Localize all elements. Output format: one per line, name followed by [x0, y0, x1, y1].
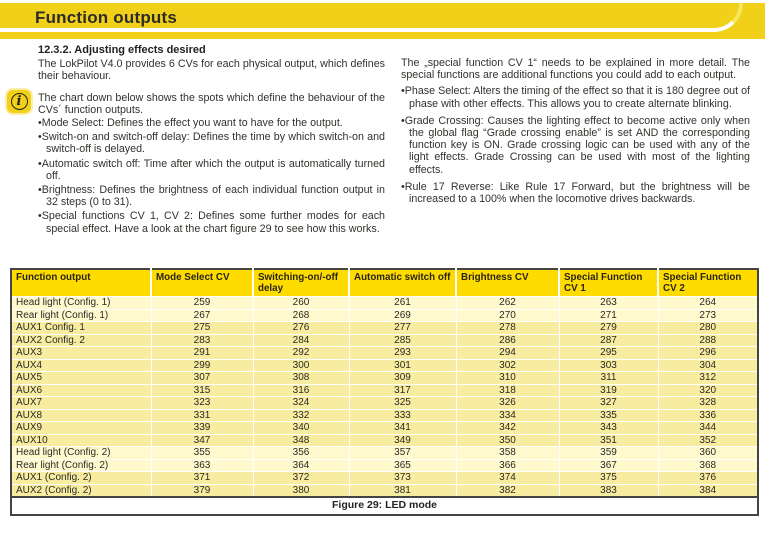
cv-value: 352 [658, 434, 758, 447]
column-header: Special Function CV 1 [559, 269, 658, 297]
cv-value: 261 [349, 297, 456, 310]
cv-table [10, 268, 759, 516]
function-output-label: Rear light (Config. 1) [11, 309, 151, 322]
cv-value: 271 [559, 309, 658, 322]
cv-value: 383 [559, 484, 658, 497]
header-row [11, 269, 758, 297]
cv-value: 328 [658, 397, 758, 410]
cv-value: 276 [253, 322, 349, 335]
cv-value: 284 [253, 334, 349, 347]
cv-value: 300 [253, 359, 349, 372]
cv-table-footer [11, 497, 758, 515]
cv-value: 384 [658, 484, 758, 497]
table-caption: Figure 29: LED mode [11, 497, 758, 515]
cv-value: 326 [456, 397, 559, 410]
cv-table-body [11, 297, 758, 498]
cv-value: 319 [559, 384, 658, 397]
paragraph-intro: The LokPilot V4.0 provides 6 CVs for each physical output, which defines their behaviour. [38, 58, 385, 83]
cv-value: 351 [559, 434, 658, 447]
table-row [11, 384, 758, 397]
cv-table-header [11, 269, 758, 297]
table-row [11, 422, 758, 435]
column-header: Special Function CV 2 [658, 269, 758, 297]
cv-value: 341 [349, 422, 456, 435]
function-output-label: AUX7 [11, 397, 151, 410]
cv-value: 334 [456, 409, 559, 422]
table-row [11, 434, 758, 447]
cv-value: 317 [349, 384, 456, 397]
cv-value: 376 [658, 472, 758, 485]
column-header: Function output [11, 269, 151, 297]
cv-value: 324 [253, 397, 349, 410]
cv-value: 287 [559, 334, 658, 347]
cv-value: 311 [559, 372, 658, 385]
cv-value: 381 [349, 484, 456, 497]
cv-value: 340 [253, 422, 349, 435]
function-output-label: AUX2 (Config. 2) [11, 484, 151, 497]
cv-value: 375 [559, 472, 658, 485]
function-output-label: AUX2 Config. 2 [11, 334, 151, 347]
cv-value: 344 [658, 422, 758, 435]
cv-value: 347 [151, 434, 253, 447]
cv-value: 267 [151, 309, 253, 322]
left-column [38, 44, 385, 237]
cv-value: 294 [456, 347, 559, 360]
function-output-label: AUX8 [11, 409, 151, 422]
info-icon-glyph: i [11, 93, 28, 110]
cv-value: 286 [456, 334, 559, 347]
page-title: Function outputs [35, 8, 177, 27]
function-output-label: AUX5 [11, 372, 151, 385]
table-row [11, 459, 758, 472]
function-output-label: AUX1 (Config. 2) [11, 472, 151, 485]
cv-value: 315 [151, 384, 253, 397]
bullet-item: • Mode Select: Defines the effect you want to have for the output. [38, 117, 385, 129]
column-header: Automatic switch off [349, 269, 456, 297]
cv-value: 301 [349, 359, 456, 372]
table-row [11, 359, 758, 372]
cv-value: 348 [253, 434, 349, 447]
cv-value: 355 [151, 447, 253, 460]
table-row [11, 309, 758, 322]
cv-value: 379 [151, 484, 253, 497]
cv-value: 380 [253, 484, 349, 497]
cv-value: 273 [658, 309, 758, 322]
cv-value: 278 [456, 322, 559, 335]
cv-value: 307 [151, 372, 253, 385]
cv-value: 366 [456, 459, 559, 472]
bullet-list-left [38, 117, 385, 235]
cv-value: 333 [349, 409, 456, 422]
column-header: Mode Select CV [151, 269, 253, 297]
table-row [11, 484, 758, 497]
column-header: Switching-on/-off delay [253, 269, 349, 297]
cv-value: 264 [658, 297, 758, 310]
bullet-item: • Phase Select: Alters the timing of the effect so that it is 180 degree out of phase with other effects. This allows you to create alternate blinking. [401, 85, 750, 109]
cv-value: 318 [456, 384, 559, 397]
cv-value: 373 [349, 472, 456, 485]
cv-value: 371 [151, 472, 253, 485]
cv-value: 363 [151, 459, 253, 472]
bullet-item: • Special functions CV 1, CV 2: Defines some further modes for each special effect. Have a look at the chart figure 29 to see how this works. [38, 210, 385, 234]
section-heading: 12.3.2. Adjusting effects desired [38, 44, 206, 56]
cv-value: 331 [151, 409, 253, 422]
cv-value: 359 [559, 447, 658, 460]
paragraph-special-function: The „special function CV 1“ needs to be explained in more detail. The special functions are additional functions you could add to each output. [401, 57, 750, 82]
cv-value: 365 [349, 459, 456, 472]
table-row [11, 297, 758, 310]
cv-value: 382 [456, 484, 559, 497]
cv-value: 279 [559, 322, 658, 335]
cv-value: 335 [559, 409, 658, 422]
cv-value: 288 [658, 334, 758, 347]
function-output-label: AUX10 [11, 434, 151, 447]
cv-value: 269 [349, 309, 456, 322]
cv-value: 342 [456, 422, 559, 435]
bullet-item: • Grade Crossing: Causes the lighting effect to become active only when the global flag “Grade crossing enable” is set AND the corresponding function key is ON. Grade crossing logic can be used with any of the light effects. Grade Crossing can be used with most of the lighting effects. [401, 115, 750, 176]
page-header-banner [0, 3, 765, 39]
column-header: Brightness CV [456, 269, 559, 297]
cv-value: 302 [456, 359, 559, 372]
bullet-item: • Automatic switch off: Time after which the output is automatically turned off. [38, 158, 385, 182]
cv-value: 316 [253, 384, 349, 397]
cv-value: 291 [151, 347, 253, 360]
table-row [11, 409, 758, 422]
cv-value: 332 [253, 409, 349, 422]
table-row [11, 334, 758, 347]
cv-value: 367 [559, 459, 658, 472]
cv-value: 374 [456, 472, 559, 485]
cv-value: 260 [253, 297, 349, 310]
function-output-label: AUX1 Config. 1 [11, 322, 151, 335]
cv-value: 268 [253, 309, 349, 322]
bullet-list-right [401, 85, 750, 205]
cv-value: 299 [151, 359, 253, 372]
cv-value: 368 [658, 459, 758, 472]
cv-value: 277 [349, 322, 456, 335]
function-output-label: AUX6 [11, 384, 151, 397]
cv-value: 360 [658, 447, 758, 460]
cv-value: 343 [559, 422, 658, 435]
cv-value: 357 [349, 447, 456, 460]
cv-value: 323 [151, 397, 253, 410]
table-row [11, 447, 758, 460]
cv-value: 293 [349, 347, 456, 360]
cv-value: 262 [456, 297, 559, 310]
table-row [11, 372, 758, 385]
info-icon [5, 88, 33, 115]
function-output-label: AUX4 [11, 359, 151, 372]
cv-value: 364 [253, 459, 349, 472]
cv-value: 270 [456, 309, 559, 322]
function-output-label: Head light (Config. 1) [11, 297, 151, 310]
cv-value: 310 [456, 372, 559, 385]
table-row [11, 322, 758, 335]
cv-value: 285 [349, 334, 456, 347]
cv-value: 296 [658, 347, 758, 360]
cv-value: 356 [253, 447, 349, 460]
cv-value: 309 [349, 372, 456, 385]
cv-value: 320 [658, 384, 758, 397]
cv-value: 325 [349, 397, 456, 410]
cv-value: 292 [253, 347, 349, 360]
table-row [11, 397, 758, 410]
cv-value: 275 [151, 322, 253, 335]
paragraph-info-note: The chart down below shows the spots which define the behaviour of the CVs´ function outputs. [38, 91, 385, 116]
cv-value: 263 [559, 297, 658, 310]
right-column [401, 57, 750, 210]
cv-value: 358 [456, 447, 559, 460]
function-output-label: Head light (Config. 2) [11, 447, 151, 460]
bullet-item: • Switch-on and switch-off delay: Defines the time by which switch-on and switch-off is delayed. [38, 131, 385, 155]
cv-value: 295 [559, 347, 658, 360]
cv-value: 308 [253, 372, 349, 385]
bullet-item: • Brightness: Defines the brightness of each individual function output in 32 steps (0 to 31). [38, 184, 385, 208]
cv-value: 303 [559, 359, 658, 372]
cv-value: 327 [559, 397, 658, 410]
cv-value: 336 [658, 409, 758, 422]
table-row [11, 472, 758, 485]
bullet-item: • Rule 17 Reverse: Like Rule 17 Forward, but the brightness will be increased to a 100% when the locomotive drives backwards. [401, 181, 750, 205]
cv-value: 280 [658, 322, 758, 335]
cv-value: 372 [253, 472, 349, 485]
cv-value: 350 [456, 434, 559, 447]
function-output-label: Rear light (Config. 2) [11, 459, 151, 472]
function-output-label: AUX3 [11, 347, 151, 360]
cv-value: 283 [151, 334, 253, 347]
cv-value: 349 [349, 434, 456, 447]
function-output-label: AUX9 [11, 422, 151, 435]
cv-value: 259 [151, 297, 253, 310]
cv-value: 339 [151, 422, 253, 435]
cv-value: 304 [658, 359, 758, 372]
table-row [11, 347, 758, 360]
cv-value: 312 [658, 372, 758, 385]
